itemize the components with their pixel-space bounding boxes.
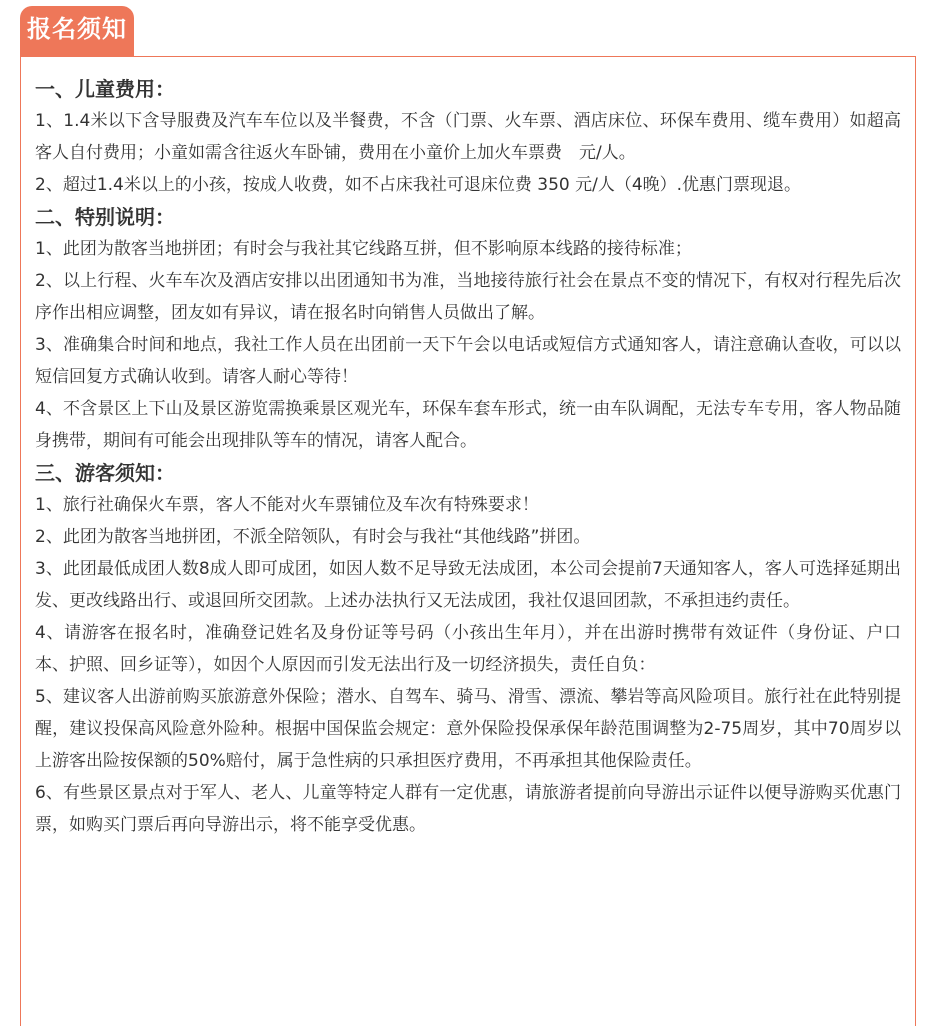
- list-item: 2、以上行程、火车车次及酒店安排以出团通知书为准，当地接待旅行社会在景点不变的情况下，有权对行程先后次序作出相应调整，团友如有异议，请在报名时向销售人员做出了解。: [35, 271, 901, 323]
- list-item: 1、旅行社确保火车票，客人不能对火车票铺位及车次有特殊要求！: [35, 495, 539, 515]
- list-item: 2、超过1.4米以上的小孩，按成人收费，如不占床我社可退床位费 350 元/人（4晚）.优惠门票现退。: [35, 175, 802, 195]
- list-item: 3、此团最低成团人数8成人即可成团，如因人数不足导致无法成团，本公司会提前7天通知客人，客人可选择延期出发、更改线路出行、或退回所交团款。上述办法执行又无法成团，我社仅退回团款，不承担违约责任。: [35, 559, 901, 611]
- list-item: 1、此团为散客当地拼团；有时会与我社其它线路互拼，但不影响原本线路的接待标准；: [35, 239, 692, 259]
- list-item: 4、请游客在报名时，准确登记姓名及身份证等号码（小孩出生年月），并在出游时携带有效证件（身份证、户口本、护照、回乡证等），如因个人原因而引发无法出行及一切经济损失，责任自负：: [35, 623, 901, 675]
- section-title: 一、儿童费用：: [35, 77, 175, 101]
- list-item: 1、1.4米以下含导服费及汽车车位以及半餐费，不含（门票、火车票、酒店床位、环保车费用、缆车费用）如超高客人自付费用；小童如需含往返火车卧铺，费用在小童价上加火车票费 元/人。: [35, 111, 901, 163]
- notice-panel: [20, 56, 916, 1026]
- section-special-notes: [35, 201, 901, 457]
- list-item: 3、准确集合时间和地点，我社工作人员在出团前一天下午会以电话或短信方式通知客人，请注意确认查收，可以以短信回复方式确认收到。请客人耐心等待！: [35, 335, 901, 387]
- list-item: 5、建议客人出游前购买旅游意外保险；潜水、自驾车、骑马、滑雪、漂流、攀岩等高风险项目。旅行社在此特别提醒，建议投保高风险意外险种。根据中国保监会规定：意外保险投保承保年龄范围调整为2-75周岁，其中70周岁以上游客出险按保额的50%赔付，属于急性病的只承担医疗费用，不再承担其他保险责任。: [35, 687, 901, 771]
- section-title: 二、特别说明：: [35, 205, 175, 229]
- list-item: 4、不含景区上下山及景区游览需换乘景区观光车，环保车套车形式，统一由车队调配，无法专车专用，客人物品随身携带，期间有可能会出现排队等车的情况，请客人配合。: [35, 399, 901, 451]
- tab-registration-notice[interactable]: [20, 6, 134, 56]
- section-visitor-notice: [35, 457, 901, 841]
- list-item: 6、有些景区景点对于军人、老人、儿童等特定人群有一定优惠，请旅游者提前向导游出示证件以便导游购买优惠门票，如购买门票后再向导游出示，将不能享受优惠。: [35, 783, 901, 835]
- section-title: 三、游客须知：: [35, 461, 175, 485]
- tab-label: 报名须知: [27, 15, 127, 43]
- section-child-fees: [35, 73, 901, 201]
- list-item: 2、此团为散客当地拼团，不派全陪领队，有时会与我社“其他线路”拼团。: [35, 527, 591, 547]
